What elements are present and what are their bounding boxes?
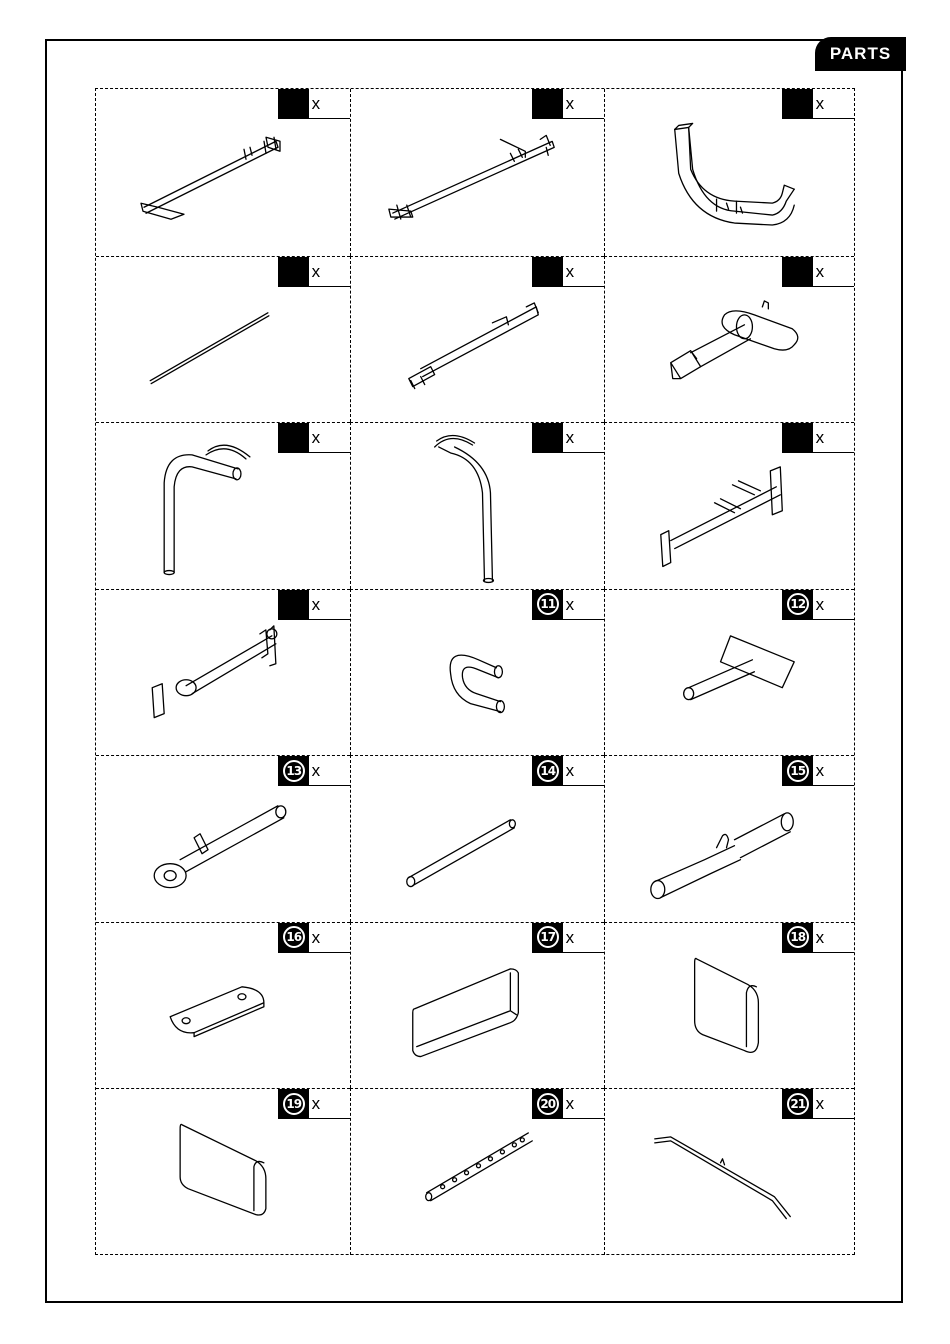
part-cell-8 [350, 422, 604, 589]
qty-label: x [311, 927, 321, 947]
long-rail-icon [351, 89, 604, 256]
part-cell-17 [350, 922, 604, 1089]
part-cell-20 [350, 1088, 604, 1255]
qty-label: x [565, 927, 575, 947]
part-cell-11 [350, 589, 604, 756]
qty-label: x [311, 428, 321, 447]
part-number-badge: 17 [537, 926, 559, 948]
curl-handle-icon [605, 756, 854, 922]
part-cell-3 [604, 89, 854, 256]
part-number-badge: 19 [283, 1093, 305, 1115]
pulley-tube-icon [96, 756, 350, 922]
qty-label: x [815, 594, 825, 614]
part-cell-1 [96, 89, 350, 256]
thin-rod-icon [96, 257, 350, 423]
straight-tube-icon [351, 756, 604, 922]
part-number-badge: 16 [283, 926, 305, 948]
part-cell-13 [96, 755, 350, 922]
part-cell-21 [604, 1088, 854, 1255]
part-cell-9 [604, 422, 854, 589]
part-cell-6 [604, 256, 854, 423]
plate-tube-icon [605, 590, 854, 756]
crossbar-plate-icon [605, 423, 854, 589]
qty-label: x [311, 94, 321, 113]
part-number-badge: 13 [283, 760, 305, 782]
qty-label: x [311, 261, 321, 281]
part-cell-10 [96, 589, 350, 756]
slide-rail-icon [351, 257, 604, 423]
part-cell-7 [96, 422, 350, 589]
qty-label: x [815, 261, 825, 281]
part-cell-16 [96, 922, 350, 1089]
qty-label: x [565, 594, 575, 614]
seat-pad-icon [351, 923, 604, 1089]
part-number-badge: 20 [537, 1093, 559, 1115]
back-pad-icon [605, 923, 854, 1089]
qty-label: x [565, 261, 575, 281]
left-arm-icon [96, 423, 350, 589]
part-cell-19 [96, 1088, 350, 1255]
part-cell-12 [604, 589, 854, 756]
u-bend-frame-icon [605, 89, 854, 256]
flat-plate-icon [96, 923, 350, 1089]
part-number-badge: 18 [787, 926, 809, 948]
u-handle-icon [351, 590, 604, 756]
part-number-badge: 11 [537, 593, 559, 615]
part-cell-5 [350, 256, 604, 423]
parts-tab: PARTS [815, 37, 906, 71]
qty-label: x [565, 94, 575, 113]
part-number-badge: 12 [787, 593, 809, 615]
qty-label: x [565, 428, 575, 447]
qty-label: x [565, 761, 575, 780]
qty-label: x [311, 1094, 321, 1113]
part-cell-2 [350, 89, 604, 256]
cable-bar-icon [605, 1089, 854, 1255]
qty-label: x [311, 594, 321, 614]
parts-grid [95, 88, 855, 1255]
part-cell-15 [604, 755, 854, 922]
leg-tube-pulley-icon [96, 590, 350, 756]
qty-label: x [565, 1094, 575, 1113]
small-pad-icon [96, 1089, 350, 1255]
qty-label: x [311, 761, 321, 780]
base-frame-rail-icon [96, 89, 350, 256]
qty-label: x [815, 428, 825, 447]
part-number-badge: 14 [537, 760, 559, 782]
qty-label: x [815, 94, 825, 113]
qty-label: x [815, 1094, 825, 1113]
adjust-bar-icon [351, 1089, 604, 1255]
right-arm-icon [351, 423, 604, 589]
pivot-bracket-icon [605, 257, 854, 423]
qty-label: x [815, 927, 825, 947]
part-number-badge: 21 [787, 1093, 809, 1115]
part-cell-14 [350, 755, 604, 922]
qty-label: x [815, 761, 825, 780]
part-cell-4 [96, 256, 350, 423]
part-number-badge: 15 [787, 760, 809, 782]
part-cell-18 [604, 922, 854, 1089]
